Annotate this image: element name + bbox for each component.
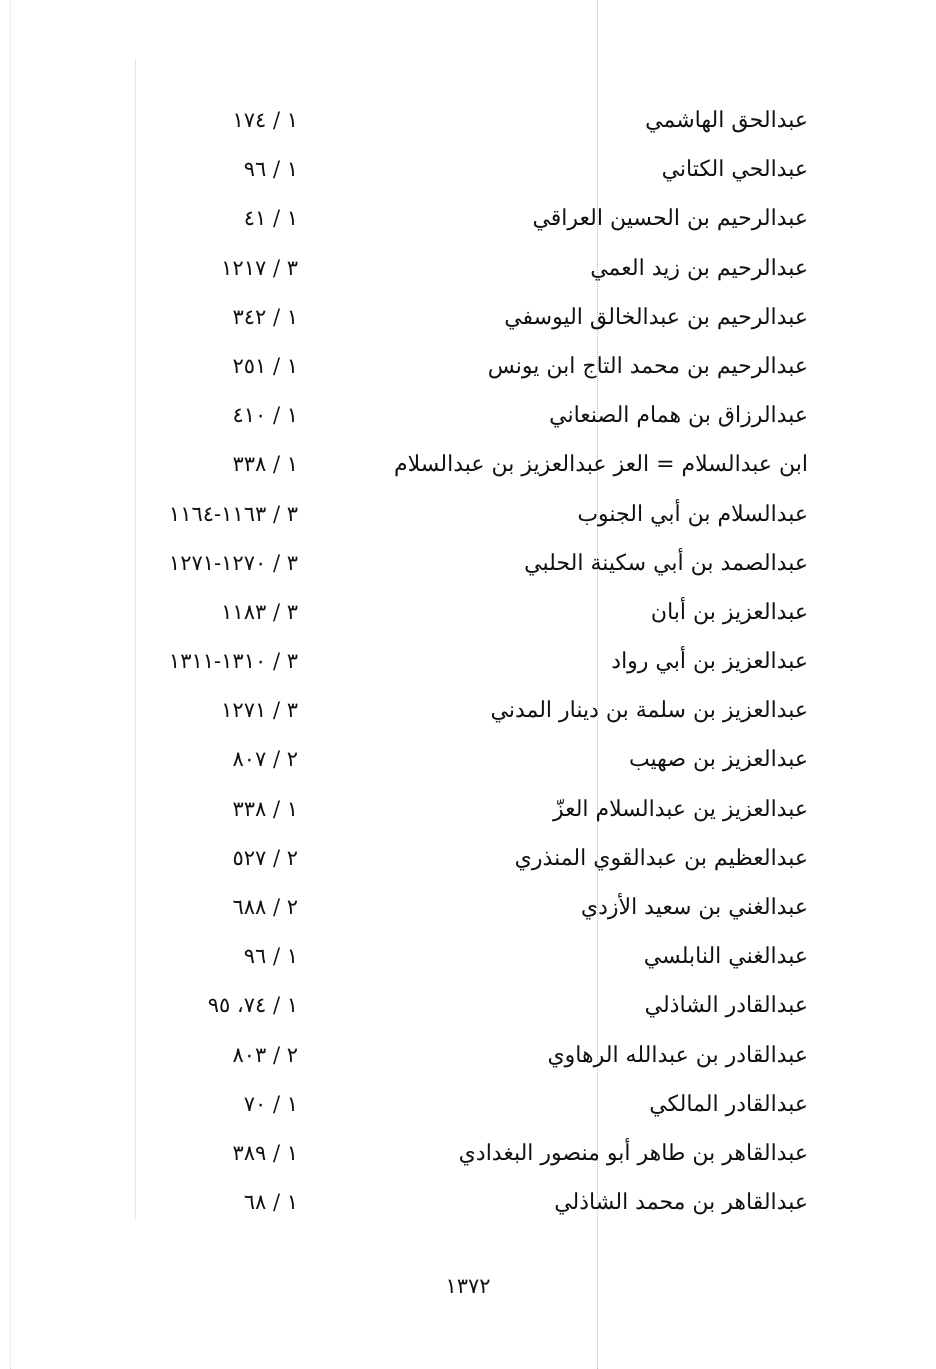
entry-name: عبدالرحيم بن الحسين العراقي	[532, 206, 808, 232]
index-entry	[0, 244, 936, 293]
entry-reference: ٣ / ١٣١٠-١٣١١	[168, 649, 298, 674]
index-entry	[0, 440, 936, 489]
entry-name: عبدالعزيز بن صهيب	[628, 747, 808, 773]
entry-name: عبدالغني بن سعيد الأزدي	[580, 895, 808, 920]
entry-name: عبدالسلام بن أبي الجنوب	[577, 501, 808, 527]
entry-reference: ١ / ٤١٠	[232, 403, 298, 428]
entry-reference: ١ / ٦٨	[243, 1190, 298, 1215]
entry-reference: ٣ / ١٢٧١	[221, 698, 298, 723]
entry-reference: ٢ / ٥٢٧	[232, 845, 298, 870]
index-entry	[0, 637, 936, 686]
entry-name: عبدالعزيز بن أبي رواد	[611, 649, 808, 675]
entry-name: عبدالقاهر بن محمد الشاذلي	[554, 1190, 808, 1216]
index-entry	[0, 194, 936, 243]
index-entry	[0, 1080, 936, 1129]
entry-reference: ١ / ٧٤، ٩٥	[207, 993, 298, 1018]
index-entry	[0, 1178, 936, 1227]
entry-reference: ٣ / ١١٨٣	[221, 599, 298, 624]
index-entry	[0, 834, 936, 883]
entry-name: عبدالغني النابلسي	[643, 944, 808, 970]
entry-name: عبدالرحيم بن عبدالخالق اليوسفي	[504, 304, 808, 330]
entry-reference: ١ / ٤١	[243, 206, 298, 231]
entry-name: عبدالعزيز ين عبدالسلام العزّ	[552, 796, 808, 822]
entry-name: عبدالرحيم بن زيد العمي	[590, 255, 808, 281]
entry-name: عبدالقادر المالكي	[649, 1091, 808, 1117]
index-list	[0, 96, 936, 1227]
entry-reference: ٣ / ١٢١٧	[221, 255, 298, 280]
index-entry	[0, 539, 936, 588]
entry-reference: ٢ / ٦٨٨	[232, 895, 298, 919]
entry-reference: ١ / ٢٥١	[232, 353, 298, 378]
entry-name: عبدالرزاق بن همام الصنعاني	[549, 403, 808, 429]
entry-name: ابن عبدالسلام = العز عبدالعزيز بن عبدالسلام	[394, 452, 808, 478]
entry-name: عبدالعزيز بن أبان	[650, 599, 808, 625]
index-entry	[0, 981, 936, 1030]
index-entry	[0, 96, 936, 145]
index-entry	[0, 391, 936, 440]
entry-name: عبدالعظيم بن عبدالقوي المنذري	[514, 845, 808, 871]
entry-reference: ١ / ٣٤٢	[232, 304, 298, 329]
entry-reference: ١ / ٣٣٨	[232, 452, 298, 477]
entry-name: عبدالحي الكتاني	[661, 157, 808, 183]
index-entry	[0, 293, 936, 342]
index-entry	[0, 490, 936, 539]
entry-reference: ٢ / ٨٠٧	[232, 747, 298, 772]
page-number: ١٣٧٢	[445, 1274, 491, 1298]
entry-name: عبدالعزيز بن سلمة بن دينار المدني	[490, 698, 808, 724]
entry-name: عبدالقاهر بن طاهر أبو منصور البغدادي	[458, 1140, 808, 1166]
entry-name: عبدالحق الهاشمي	[645, 108, 808, 133]
index-entry	[0, 735, 936, 784]
entry-reference: ١ / ٣٨٩	[232, 1140, 298, 1165]
entry-reference: ٣ / ١٢٧٠-١٢٧١	[168, 550, 298, 575]
entry-reference: ١ / ٣٣٨	[232, 796, 298, 821]
entry-name: عبدالرحيم بن محمد التاج ابن يونس	[487, 353, 808, 379]
index-entry	[0, 145, 936, 194]
entry-reference: ١ / ١٧٤	[232, 108, 298, 132]
index-entry	[0, 588, 936, 637]
entry-reference: ١ / ٧٠	[243, 1091, 298, 1116]
entry-name: عبدالقادر بن عبدالله الرهاوي	[547, 1042, 808, 1068]
index-entry	[0, 785, 936, 834]
entry-name: عبدالصمد بن أبي سكينة الحلبي	[524, 550, 808, 576]
entry-reference: ٢ / ٨٠٣	[232, 1042, 298, 1067]
entry-reference: ٣ / ١١٦٣-١١٦٤	[168, 501, 298, 526]
entry-name: عبدالقادر الشاذلي	[644, 993, 808, 1019]
index-entry	[0, 932, 936, 981]
index-entry	[0, 883, 936, 932]
index-entry	[0, 342, 936, 391]
index-entry	[0, 1031, 936, 1080]
index-entry	[0, 686, 936, 735]
index-entry	[0, 1129, 936, 1178]
entry-reference: ١ / ٩٦	[243, 944, 298, 969]
entry-reference: ١ / ٩٦	[243, 157, 298, 182]
